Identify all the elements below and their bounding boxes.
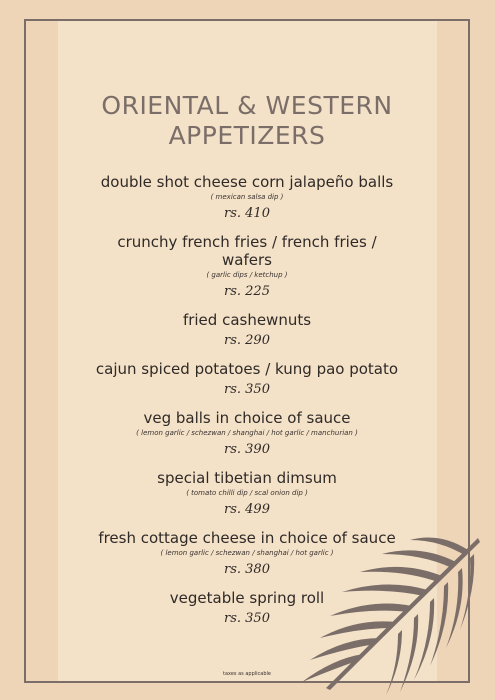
menu-item-price: rs. 350 — [224, 382, 270, 397]
menu-item-name: fried cashewnuts — [182, 311, 312, 329]
footer-note: taxes as applicable — [222, 671, 271, 677]
menu-title-line1: ORIENTAL & WESTERN — [101, 91, 393, 120]
menu-item — [24, 360, 470, 398]
menu-item — [24, 233, 470, 300]
menu-title-line2: APPETIZERS — [168, 121, 326, 150]
menu-item-price: rs. 225 — [224, 284, 270, 299]
menu-item — [24, 311, 470, 349]
menu-item-price: rs. 390 — [224, 442, 270, 457]
menu-item-name: double shot cheese corn jalapeño balls — [100, 173, 394, 191]
menu-item-note: ( mexican salsa dip ) — [210, 193, 284, 201]
menu-title — [24, 91, 470, 151]
menu-item-price: rs. 290 — [224, 333, 270, 348]
menu-item-price: rs. 410 — [224, 206, 270, 221]
menu-item-name: special tibetian dimsum — [157, 469, 337, 487]
menu-item-price: rs. 380 — [224, 562, 270, 577]
menu-item-note: ( garlic dips / ketchup ) — [206, 271, 288, 279]
menu-item-name: cajun spiced potatoes / kung pao potato — [95, 360, 399, 378]
menu-item-note: ( lemon garlic / schezwan / shanghai / hot garlic / manchurian ) — [136, 429, 358, 437]
menu-item-note: ( tomato chilli dip / scal onion dip ) — [186, 489, 308, 497]
menu-item — [24, 469, 470, 518]
menu-item-price: rs. 350 — [224, 611, 270, 626]
menu-item-name: veg balls in choice of sauce — [143, 409, 351, 427]
menu-item-name: fresh cottage cheese in choice of sauce — [98, 529, 396, 547]
menu-item-name: crunchy french fries / french fries / wafers — [117, 233, 377, 269]
menu-item-note: ( lemon garlic / schezwan / shanghai / hot garlic ) — [160, 549, 334, 557]
palm-leaf-icon — [290, 520, 480, 695]
menu-item — [24, 409, 470, 458]
menu-item-price: rs. 499 — [224, 502, 270, 517]
menu-item-name: vegetable spring roll — [169, 589, 325, 607]
menu-item — [24, 173, 470, 222]
